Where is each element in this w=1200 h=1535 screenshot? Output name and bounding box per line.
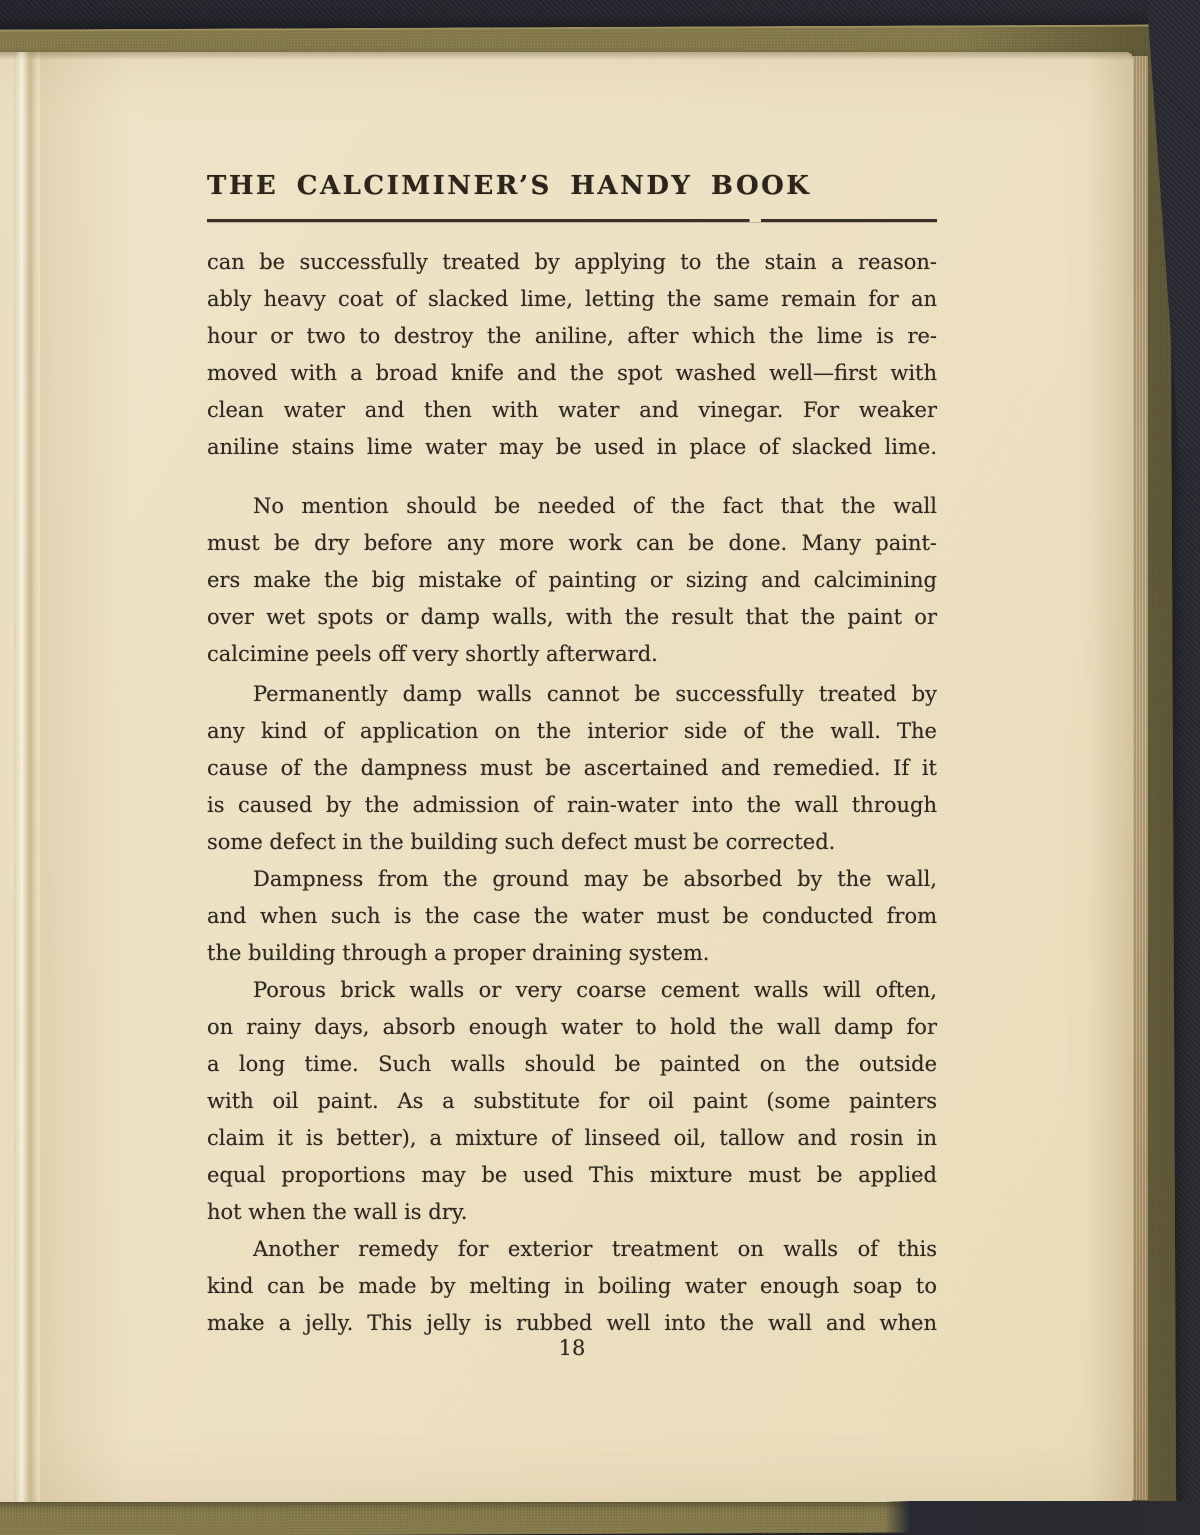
paragraph [207,861,937,972]
paragraph [207,972,937,1231]
text-line: hot when the wall is dry. [207,1200,468,1224]
text-line: make a jelly. This jelly is rubbed well into the wall and when [207,1311,937,1335]
text-line: over wet spots or damp walls, with the result that the paint or [207,605,937,629]
text-line: cause of the dampness must be ascertained and remedied. If it [207,756,937,780]
page-fore-edge [1133,56,1148,1500]
text-line: moved with a broad knife and the spot washed well—first with [207,361,937,385]
text-line: with oil paint. As a substitute for oil paint (some painters [207,1089,937,1113]
text-line: a long time. Such walls should be painted on the outside [207,1052,937,1076]
text-line: clean water and then with water and vinegar. For weaker [207,398,937,422]
text-line: and when such is the case the water must be conducted from [207,904,937,928]
text-line: on rainy days, absorb enough water to hold the wall damp for [207,1015,937,1039]
paragraph [207,1231,937,1342]
paragraph [207,676,937,861]
text-line: aniline stains lime water may be used in place of slacked lime. [207,435,937,459]
running-header: THE CALCIMINER’S HANDY BOOK [207,171,812,201]
text-line: any kind of application on the interior side of the wall. The [207,719,937,743]
text-line: ably heavy coat of slacked lime, letting the same remain for an [207,287,937,311]
page-fold-crease [14,52,40,1502]
paragraph [207,244,937,466]
body-text [207,244,937,1342]
text-line: hour or two to destroy the aniline, after which the lime is re- [207,324,937,348]
text-line: claim it is better), a mixture of linseed oil, tallow and rosin in [207,1126,937,1150]
text-line: Porous brick walls or very coarse cement walls will often, [253,978,937,1002]
text-line: some defect in the building such defect must be corrected. [207,830,836,854]
text-line: ers make the big mistake of painting or sizing and calcimining [207,568,937,592]
text-line: must be dry before any more work can be done. Many paint- [207,531,937,555]
text-line: calcimine peels off very shortly afterward. [207,642,658,666]
text-line: equal proportions may be used This mixture must be applied [207,1163,937,1187]
page-number: 18 [558,1336,586,1360]
header-rule [207,219,937,222]
text-line: No mention should be needed of the fact that the wall [253,494,937,518]
text-line: the building through a proper draining system. [207,941,710,965]
text-line: can be successfully treated by applying to the stain a reason- [207,250,937,274]
backdrop-corner-bottom-right [885,1501,1200,1535]
page-gutter-shadow [40,52,130,1502]
text-line: kind can be made by melting in boiling water enough soap to [207,1274,937,1298]
text-line: Dampness from the ground may be absorbed by the wall, [253,867,937,891]
text-line: Permanently damp walls cannot be successfully treated by [253,682,937,706]
paragraph [207,488,937,673]
text-line: Another remedy for exterior treatment on walls of this [253,1237,937,1261]
text-line: is caused by the admission of rain-water into the wall through [207,793,937,817]
